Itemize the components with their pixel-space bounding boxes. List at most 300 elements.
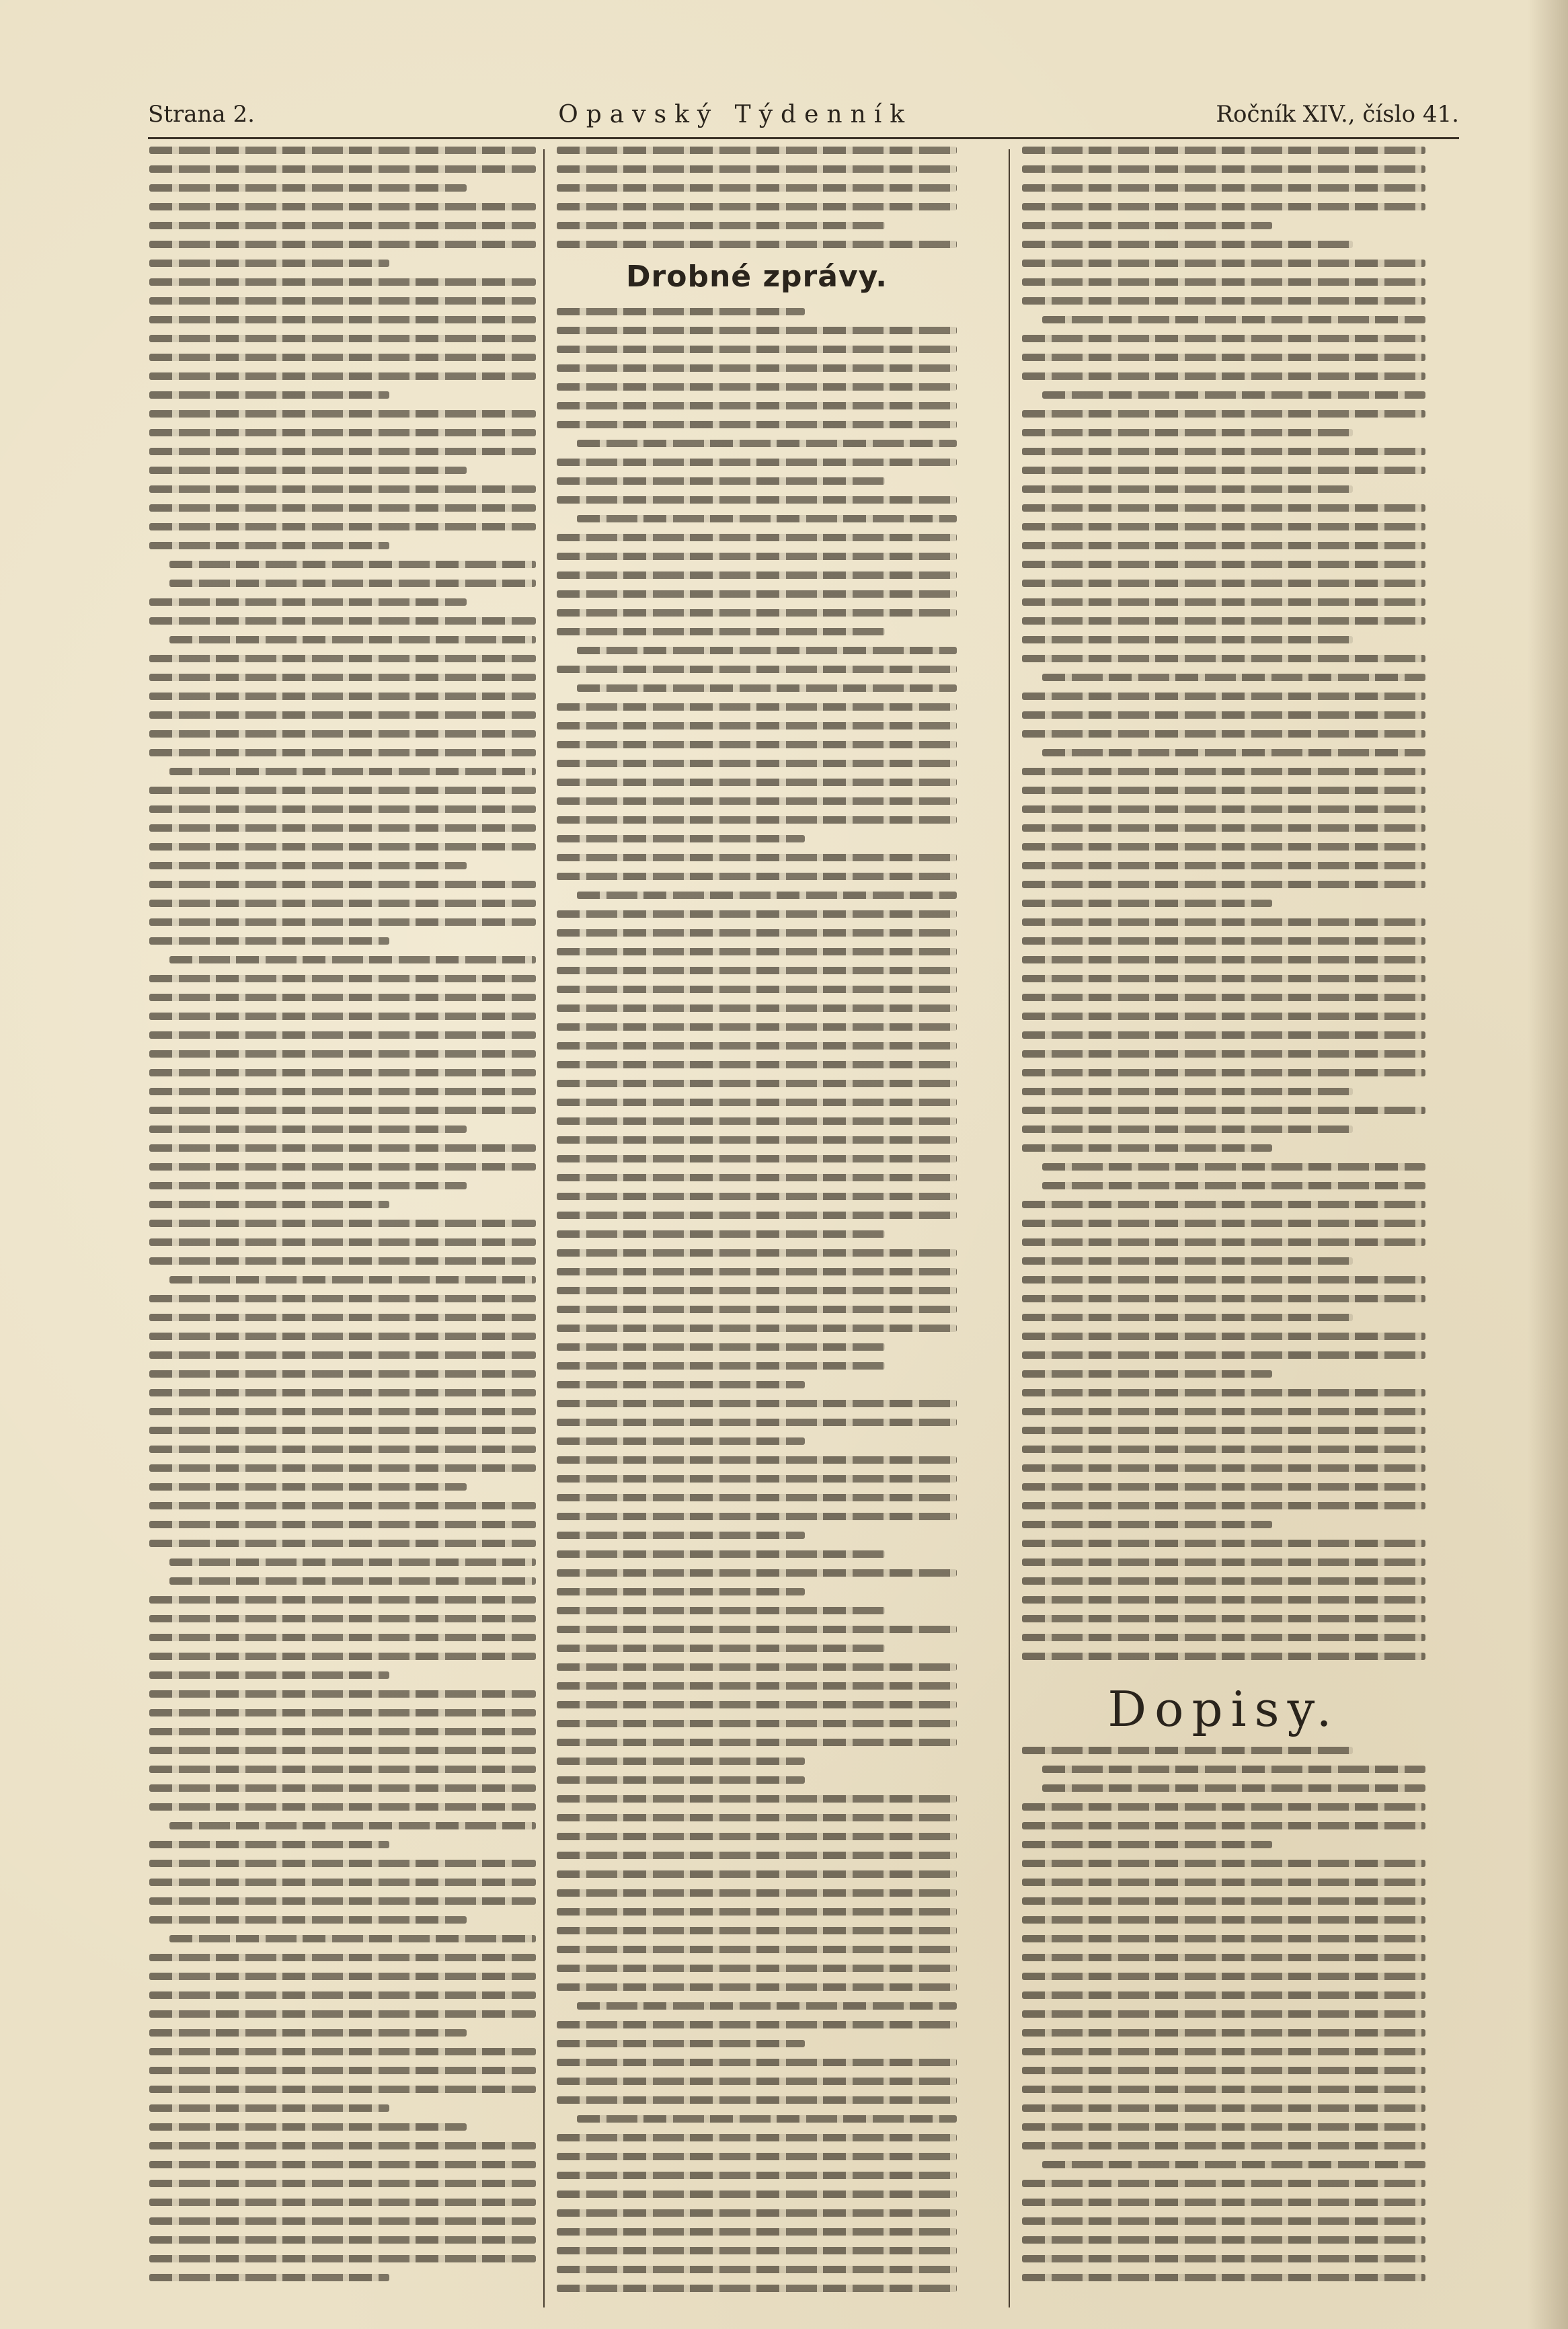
column-divider [1009,149,1010,2307]
text-line [1022,1747,1353,1754]
text-line [149,937,389,945]
text-line [149,2274,389,2281]
text-line [169,1276,536,1284]
text-line [1022,335,1425,342]
text-line [149,297,536,305]
text-body [1022,147,1425,1671]
text-line [1022,787,1425,794]
text-line [1022,1540,1425,1547]
text-line [557,1080,957,1087]
text-line [149,598,467,606]
text-line [557,421,957,428]
text-line [1022,655,1425,662]
page-number: Strana 2. [148,101,255,128]
text-line [557,459,957,466]
text-line [557,364,957,372]
text-line [149,2086,536,2093]
text-line [557,948,957,955]
column-right [1022,147,1425,2312]
text-line [557,2096,957,2104]
text-line [577,647,957,654]
text-line [149,1502,536,1509]
text-line [557,760,957,767]
text-line [149,843,536,851]
text-line [557,1249,957,1257]
text-line [1022,1558,1425,1566]
text-line [1022,1201,1425,1208]
text-line [1042,1182,1425,1189]
text-line [1022,1596,1425,1604]
text-line [1022,1126,1353,1133]
text-line [149,824,536,832]
text-line [557,703,957,711]
text-line [557,797,957,805]
text-line [1022,2274,1425,2281]
text-line [557,835,805,842]
text-line [1022,975,1425,982]
header-rule [148,137,1459,139]
text-line [557,1645,885,1652]
text-line [557,1983,957,1991]
text-line [1022,2104,1425,2112]
text-line [557,1287,957,1294]
text-line [557,910,957,918]
text-line [1022,617,1425,625]
text-line [149,1088,536,1095]
text-line [169,580,536,587]
text-line [557,165,957,173]
text-line [149,1238,536,1246]
text-line [557,722,957,729]
text-line [149,900,536,907]
text-line [1022,918,1425,926]
text-line [1022,580,1425,587]
text-line [149,994,536,1001]
text-line [1022,994,1425,1001]
text-line [557,2190,957,2198]
text-line [149,881,536,888]
text-line [1022,1634,1425,1641]
text-line [1022,241,1353,248]
text-line [557,1550,885,1558]
text-line [149,749,536,756]
text-line [1022,636,1353,643]
text-line [557,1682,957,1690]
text-line [557,1795,957,1803]
text-line [149,1427,536,1434]
text-line [557,1023,957,1031]
text-line [1022,1408,1425,1415]
text-line [1022,2048,1425,2055]
text-line [149,372,536,380]
text-line [1022,2067,1425,2074]
text-line [1022,2255,1425,2262]
text-line [557,1193,957,1200]
text-line [577,892,957,899]
text-line [557,2285,957,2292]
text-line [1022,881,1425,888]
text-line [557,1607,885,1614]
text-line [149,805,536,813]
text-line [1022,1144,1272,1152]
text-line [149,1464,536,1472]
text-line [149,1333,536,1340]
text-line [557,1136,957,1144]
text-line [149,429,536,436]
text-line [557,1852,957,1859]
text-line [557,854,957,861]
text-line [149,1615,536,1622]
text-line [149,1991,536,1999]
text-line [1022,2236,1425,2244]
text-line [169,1935,536,1942]
text-line [149,2236,536,2244]
text-line [149,147,536,154]
text-line [1022,1050,1425,1058]
text-line [149,1126,467,1133]
text-line [1022,1841,1272,1848]
text-line [1022,1295,1425,1302]
page-edge-shadow [1528,0,1568,2329]
text-line [149,1596,536,1604]
text-line [1022,1991,1425,1999]
text-line [149,1690,536,1698]
text-line [1022,2086,1425,2093]
text-line [557,1701,957,1708]
text-line [557,2266,957,2273]
text-line [1042,316,1425,323]
text-line [1022,1389,1425,1396]
text-line [149,1879,536,1886]
text-line [557,1268,957,1275]
text-line [149,1163,536,1171]
text-line [149,391,389,399]
text-line [1022,1973,1425,1980]
text-line [557,553,957,560]
text-line [557,1117,957,1125]
text-line [149,1295,536,1302]
text-line [149,2067,536,2074]
text-line [557,327,957,334]
text-line [1022,1351,1425,1359]
text-line [557,1437,805,1445]
text-line [149,1408,536,1415]
text-line [1022,1446,1425,1453]
text-line [149,787,536,794]
text-line [149,1916,467,1924]
text-line [1042,1163,1425,1171]
text-line [1022,184,1425,192]
text-line [557,609,957,617]
text-line [149,693,536,700]
text-line [149,542,389,549]
text-line [149,260,389,267]
text-line [169,1822,536,1829]
text-line [149,1803,536,1811]
text-line [557,967,957,974]
text-line [1022,1088,1353,1095]
text-line [1022,1577,1425,1585]
text-line [149,1257,536,1265]
text-line [557,308,805,315]
text-line [149,1766,536,1773]
text-line [557,477,885,485]
text-line [557,873,957,880]
text-line [557,1513,957,1520]
text-line [557,1814,957,1821]
column-middle [557,147,957,2312]
text-line [557,1456,957,1464]
text-line [1022,523,1425,530]
text-line [557,222,885,229]
text-line [149,335,536,342]
text-line [169,1558,536,1566]
text-line [149,1013,536,1020]
text-line [1022,1860,1425,1867]
text-line [149,1634,536,1641]
text-line [169,768,536,775]
text-line [1022,1954,1425,1961]
text-line [149,711,536,719]
text-line [169,1577,536,1585]
text-line [557,1042,957,1050]
text-line [557,1758,805,1765]
text-line [1042,1784,1425,1792]
text-line [149,165,536,173]
text-line [149,278,536,286]
text-body [557,308,957,2303]
text-line [557,383,957,391]
column-divider [543,149,545,2307]
text-line [149,1182,467,1189]
text-line [557,1626,957,1633]
text-line [149,617,536,625]
text-line [557,1419,957,1426]
text-line [1022,222,1272,229]
text-line [149,1370,536,1378]
text-line [557,1494,957,1501]
text-line [557,2153,957,2160]
text-line [149,1389,536,1396]
text-line [557,1475,957,1483]
text-line [557,496,957,504]
text-line [557,1946,957,1953]
text-line [149,2180,536,2187]
section-heading: Drobné zprávy. [626,260,888,294]
text-line [557,1870,957,1878]
text-line [1022,2142,1425,2149]
text-line [149,1446,536,1453]
text-line [169,561,536,568]
text-line [149,1107,536,1114]
text-line [1042,1766,1425,1773]
text-line [1022,504,1425,512]
text-line [1022,1427,1425,1434]
text-body [557,147,957,260]
text-line [557,1833,957,1840]
text-line [149,523,536,530]
text-line [557,2021,957,2028]
text-line [557,1889,957,1897]
text-line [1022,1897,1425,1905]
text-line [1022,260,1425,267]
text-line [149,1144,536,1152]
text-line [1022,1107,1425,1114]
text-line [149,504,536,512]
text-line [149,203,536,210]
text-line [149,316,536,323]
text-line [557,346,957,353]
text-line [1022,1031,1425,1039]
text-line [149,1653,536,1660]
text-line [1022,448,1425,455]
text-line [149,1860,536,1867]
text-line [557,1004,957,1012]
text-line [1022,1238,1425,1246]
text-line [557,1532,805,1539]
text-line [557,986,957,993]
text-line [557,590,957,598]
text-line [557,929,957,937]
text-line [149,918,536,926]
text-line [149,1897,536,1905]
text-line [1022,1935,1425,1942]
text-line [557,571,957,579]
volume-issue: Ročník XIV., číslo 41. [1216,101,1459,128]
text-line [557,1400,957,1407]
text-line [1022,711,1425,719]
text-line [557,1776,805,1784]
text-body [149,147,536,2293]
text-line [557,666,957,673]
text-line [557,1230,885,1238]
text-line [1022,2029,1425,2037]
text-line [557,184,957,192]
text-line [149,655,536,662]
text-line [557,2209,957,2217]
text-line [149,1069,536,1076]
text-line [1022,1653,1425,1660]
text-line [557,628,885,635]
text-line [1022,1370,1272,1378]
text-line [557,1965,957,1972]
text-line [1022,1220,1425,1227]
text-line [557,1908,957,1916]
text-line [149,1220,536,1227]
text-line [577,2002,957,2010]
text-line [577,684,957,692]
text-line [557,1061,957,1068]
text-line [557,1720,957,1727]
text-line [1022,354,1425,361]
text-line [149,1728,536,1735]
text-line [557,741,957,748]
text-line [557,2078,957,2085]
text-line [1022,1916,1425,1924]
column-left [149,147,536,2312]
text-line [149,1050,536,1058]
text-line [149,1709,536,1716]
text-line [149,241,536,248]
text-line [149,222,536,229]
text-line [149,2048,536,2055]
newspaper-title: Opavský Týdenník [558,100,913,128]
text-line [1022,203,1425,210]
text-line [149,1521,536,1528]
text-line [1022,1314,1353,1321]
text-line [1022,843,1425,851]
text-line [557,1588,805,1595]
text-line [149,2104,389,2112]
text-line [149,730,536,738]
text-line [557,1739,957,1746]
text-line [557,816,957,824]
text-line [149,1841,389,1848]
text-line [557,1155,957,1162]
text-line [1042,674,1425,681]
text-line [149,1351,536,1359]
text-line [1022,937,1425,945]
text-line [1022,372,1425,380]
text-line [1022,429,1353,436]
text-line [1022,2217,1425,2225]
text-line [149,1784,536,1792]
text-line [557,1174,957,1181]
text-line [149,1540,536,1547]
text-line [149,2199,536,2206]
text-line [1022,730,1425,738]
text-line [557,1343,885,1351]
text-line [1022,485,1353,493]
text-line [149,354,536,361]
text-line [1022,768,1425,775]
text-line [149,1031,536,1039]
text-line [1022,598,1425,606]
text-line [1022,862,1425,869]
text-line [1022,956,1425,963]
text-line [1022,1013,1425,1020]
text-line [1022,1521,1272,1528]
text-line [1022,297,1425,305]
text-line [557,203,957,210]
text-line [149,448,536,455]
text-line [557,402,957,409]
text-line [1022,542,1425,549]
text-line [169,636,536,643]
text-line [1022,1257,1353,1265]
text-line [149,485,536,493]
text-line [149,410,536,418]
text-line [149,1483,467,1491]
text-line [557,2134,957,2141]
text-line [1022,1483,1425,1491]
text-line [169,956,536,963]
text-line [1022,165,1425,173]
text-line [1022,1879,1425,1886]
text-line [557,1099,957,1106]
text-line [149,1954,536,1961]
text-line [557,779,957,786]
text-line [557,2228,957,2236]
text-line [1022,805,1425,813]
page-header [148,94,1459,134]
text-line [557,1569,957,1577]
text-line [577,2115,957,2123]
text-line [149,975,536,982]
text-line [557,1325,957,1332]
text-line [149,2123,467,2131]
text-line [1022,693,1425,700]
